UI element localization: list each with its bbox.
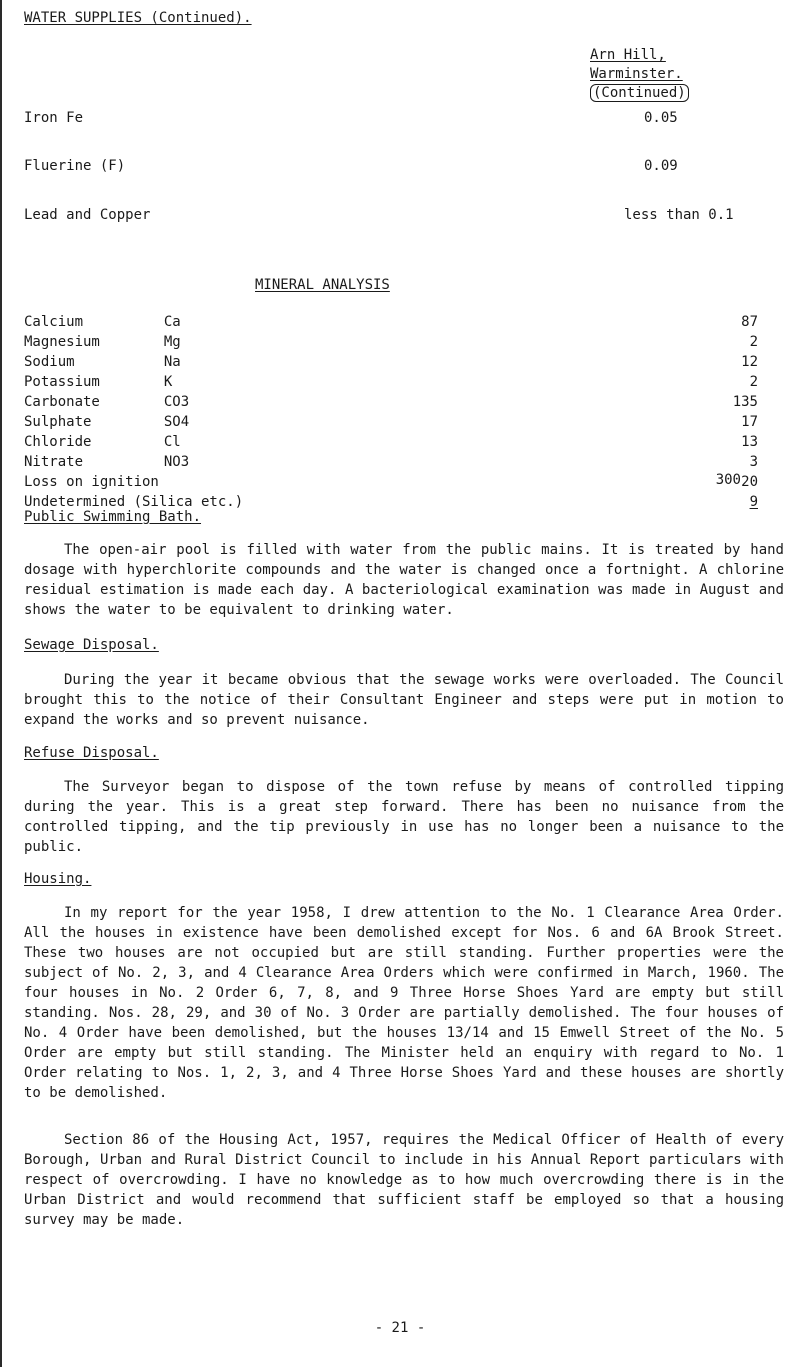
location-line-2: Warminster. bbox=[590, 66, 683, 82]
section-paragraph: The open-air pool is filled with water from the public mains. It is treated by hand dosage with hyperchlorite compounds and the water is changed once a fortnight. A chlorine residual estimation is made each day. A bacteriological examination was made in August and shows the water to be equivalent to drinking water. bbox=[24, 542, 784, 618]
analysis-row-fluorine bbox=[24, 156, 784, 176]
analysis-value: 0.05 bbox=[644, 110, 678, 126]
location-line-3: (Continued) bbox=[590, 84, 689, 102]
mineral-symbol: SO4 bbox=[163, 414, 190, 430]
table-row bbox=[24, 472, 764, 492]
mineral-value: 135 bbox=[732, 394, 758, 410]
mineral-symbol: Cl bbox=[163, 434, 181, 450]
table-row bbox=[24, 332, 764, 352]
location-line-1: Arn Hill, bbox=[590, 47, 666, 63]
analysis-value: less than 0.1 bbox=[624, 207, 734, 223]
mineral-name: Sulphate bbox=[24, 414, 92, 430]
mineral-name: Undetermined (Silica etc.) bbox=[24, 494, 244, 510]
table-row bbox=[24, 452, 764, 472]
section-paragraph: Section 86 of the Housing Act, 1957, requires the Medical Officer of Health of every Borough, Urban and Rural District Council to include in his Annual Report particulars with respect of overcrowding. I have no knowledge as to how much overcrowding there is in the Urban District and would recommend that sufficient staff be employed so that a housing survey may be made. bbox=[24, 1132, 784, 1228]
mineral-symbol: NO3 bbox=[163, 454, 190, 470]
mineral-symbol: CO3 bbox=[163, 394, 190, 410]
table-row bbox=[24, 372, 764, 392]
table-row bbox=[24, 412, 764, 432]
section-title-swimming-bath: Public Swimming Bath. bbox=[24, 509, 202, 525]
mineral-symbol: Ca bbox=[163, 314, 181, 330]
page-edge-line bbox=[0, 0, 2, 1367]
section-title-refuse: Refuse Disposal. bbox=[24, 745, 159, 761]
mineral-name: Magnesium bbox=[24, 334, 100, 350]
mineral-name: Nitrate bbox=[24, 454, 84, 470]
mineral-value: 13 bbox=[741, 434, 758, 450]
table-row bbox=[24, 352, 764, 372]
analysis-label: Lead and Copper bbox=[24, 207, 151, 223]
page-heading: WATER SUPPLIES (Continued). bbox=[24, 10, 252, 26]
table-row bbox=[24, 392, 764, 412]
mineral-name: Loss on ignition bbox=[24, 474, 159, 490]
mineral-total: 300 bbox=[715, 472, 741, 488]
mineral-value: 17 bbox=[741, 414, 758, 430]
section-title-sewage: Sewage Disposal. bbox=[24, 637, 159, 653]
mineral-name: Calcium bbox=[24, 314, 84, 330]
mineral-value: 2 bbox=[749, 374, 758, 390]
mineral-symbol: K bbox=[163, 374, 173, 390]
mineral-name: Potassium bbox=[24, 374, 100, 390]
analysis-label: Fluerine (F) bbox=[24, 158, 126, 174]
mineral-value bbox=[264, 492, 764, 512]
analysis-value: 0.09 bbox=[644, 158, 678, 174]
location-block bbox=[590, 46, 689, 103]
page-number: - 21 - bbox=[374, 1320, 426, 1336]
analysis-row-iron bbox=[24, 108, 784, 128]
mineral-name: Carbonate bbox=[24, 394, 100, 410]
mineral-value: 2 bbox=[749, 334, 758, 350]
mineral-value: 12 bbox=[741, 354, 758, 370]
mineral-name: Sodium bbox=[24, 354, 75, 370]
mineral-name: Chloride bbox=[24, 434, 92, 450]
analysis-label: Iron Fe bbox=[24, 110, 84, 126]
mineral-analysis-table bbox=[24, 312, 764, 512]
section-paragraph: In my report for the year 1958, I drew attention to the No. 1 Clearance Area Order. All the houses in existence have been demolished except for Nos. 6 and 6A Brook Street. These two houses are not occupied but are still standing. Further properties were the subject of No. 2, 3, and 4 Clearance Area Orders which were confirmed in March, 1960. The four houses in No. 2 Order 6, 7, 8, and 9 Three Horse Shoes Yard are empty but still standing. Nos. 28, 29, and 30 of No. 3 Order are partially demolished. The four houses of No. 4 Order have been demolished, but the houses 13/14 and 15 Emwell Street of the No. 5 Order are empty but still standing. The Minister held an enquiry with regard to No. 1 Order relating to Nos. 1, 2, 3, and 4 Three Horse Shoes Yard and these houses are shortly to be demolished. bbox=[24, 905, 784, 1101]
section-paragraph: The Surveyor began to dispose of the town refuse by means of controlled tipping during the year. This is a great step forward. There has been no nuisance from the controlled tipping, and the tip previously in use has no longer been a nuisance to the public. bbox=[24, 779, 784, 855]
analysis-row-lead-copper bbox=[24, 205, 784, 225]
mineral-value: 20 bbox=[741, 474, 758, 490]
mineral-value-underlined: 9 bbox=[749, 494, 758, 510]
section-paragraph: During the year it became obvious that the sewage works were overloaded. The Council brought this to the notice of their Consultant Engineer and steps were put in motion to expand the works and so prevent nuisance. bbox=[24, 672, 784, 728]
mineral-value: 87 bbox=[741, 314, 758, 330]
mineral-symbol: Mg bbox=[163, 334, 181, 350]
table-row bbox=[24, 432, 764, 452]
table-row bbox=[24, 312, 764, 332]
section-title-housing: Housing. bbox=[24, 871, 92, 887]
mineral-value: 3 bbox=[749, 454, 758, 470]
mineral-analysis-title: MINERAL ANALYSIS bbox=[255, 277, 390, 293]
mineral-symbol: Na bbox=[163, 354, 181, 370]
